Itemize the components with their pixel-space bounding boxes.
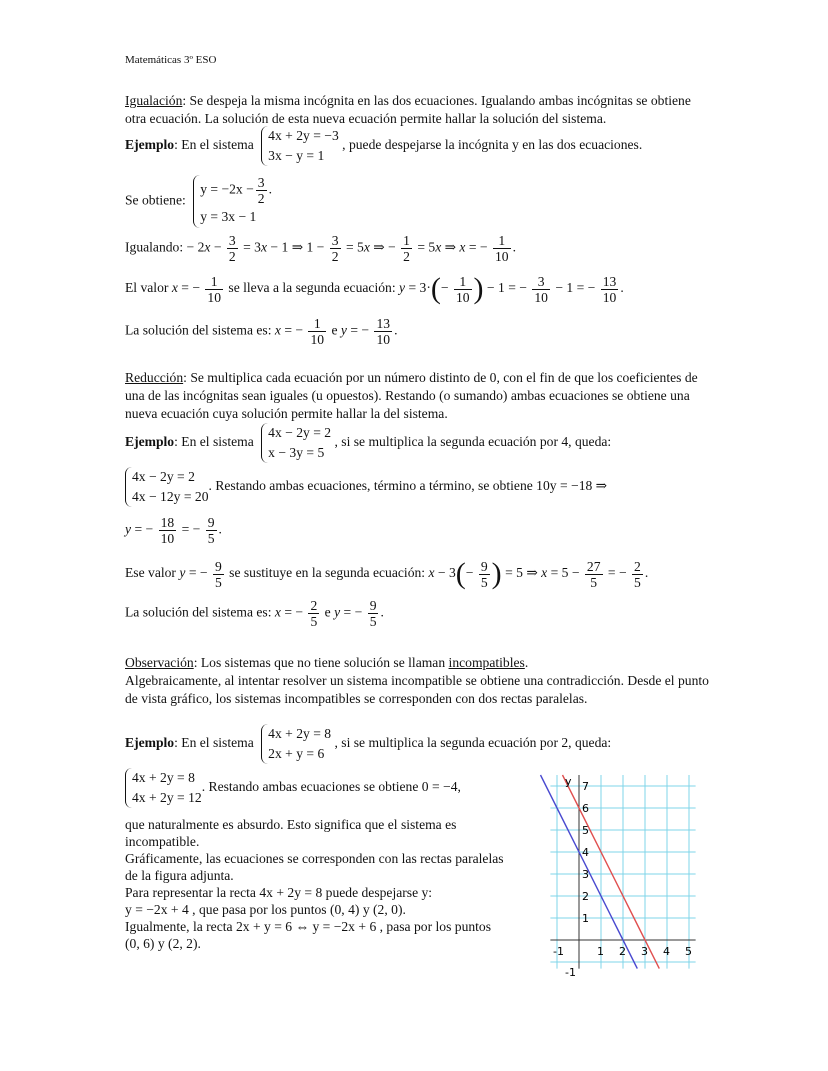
igualacion-intro: Igualación: Se despeja la misma incógnita en las dos ecuaciones. Igualando ambas incógnitas se obtiene otra ecuación. La solución de esta nueva ecuación permite hallar la solución del sistema. — [125, 93, 691, 126]
igualacion-se-obtiene: Se obtiene: y = −2x − $\frac{3}{2}$ . y = 3x − 1 — [125, 175, 272, 228]
y-tick-label: 7 — [582, 780, 589, 793]
system-brace: 4x + 2y = −3 3x − y = 1 — [261, 126, 339, 166]
observacion-nuevo-sistema: 4x + 2y = 8 4x + 2y = 12. Restando ambas ecuaciones se obtiene 0 = −4, — [125, 768, 461, 808]
y-tick-label: -1 — [565, 966, 576, 979]
x-tick-label: 1 — [597, 945, 604, 958]
igualacion-igualando: Igualando: − 2x − $\frac{3}{2}$ = 3x − 1 ⇒ 1 − $\frac{3}{2}$ = 5x ⇒ − $\frac{1}{2}$ = 5x ⇒ x = − $\frac{1}{10}$ . — [125, 233, 516, 264]
y-tick-label: 4 — [582, 846, 589, 859]
y-tick-label: 3 — [582, 868, 589, 881]
y-tick-label: 1 — [582, 912, 589, 925]
x-tick-label: 2 — [619, 945, 626, 958]
igualacion-title: Igualación — [125, 93, 183, 108]
observacion-text: Observación: Los sistemas que no tiene solución se llaman incompatibles. Algebraicamente, al intentar resolver un sistema incompatible se obtiene una contradicción. Desde el punto de vista gráfico, los sistemas incompatibles se corresponden con dos rectas paralelas. — [125, 655, 709, 706]
reduccion-title: Reducción — [125, 370, 184, 385]
igualacion-solucion: La solución del sistema es: x = − $\frac{1}{10}$ e y = − $\frac{13}{10}$ . — [125, 316, 398, 347]
y-tick-label: 2 — [582, 890, 589, 903]
reduccion-ese-valor: Ese valor y = − $\frac{9}{5}$ se sustituye en la segunda ecuación: x − 3(− $\frac{9}{5}$ ) = 5 ⇒ x = 5 − $\frac{27}{5}$ = − $\frac{2}{5}$ . — [125, 557, 649, 590]
x-tick-label: 4 — [663, 945, 670, 958]
observacion-title: Observación — [125, 655, 194, 670]
y-axis-label: y — [565, 775, 572, 788]
x-tick-label: 5 — [685, 945, 692, 958]
reduccion-solucion: La solución del sistema es: x = − $\frac{2}{5}$ e y = − $\frac{9}{5}$ . — [125, 598, 384, 629]
observacion-explicacion: que naturalmente es absurdo. Esto significa que el sistema es incompatible. Gráficamente, las ecuaciones se corresponden con las rectas paralelas de la figura adjunta. Para representar la recta 4x + 2y = 8 puede despejarse y: y = −2x + 4 , que pasa por los puntos (0, 4) y (2, 0). Igualmente, la recta 2x + y = 6 ⇔ y = −2x + 6 , pasa por los puntos (0, 6) y (2, 2). — [125, 817, 504, 951]
y-tick-label: 5 — [582, 824, 589, 837]
x-tick-label: -1 — [553, 945, 564, 958]
observacion-ejemplo: Ejemplo: En el sistema 4x + 2y = 8 2x + y = 6 , si se multiplica la segunda ecuación por 2, queda: — [125, 724, 611, 764]
reduccion-y-valor: y = − $\frac{18}{10}$ = − $\frac{9}{5}$ . — [125, 515, 222, 546]
reduccion-nuevo-sistema: 4x − 2y = 2 4x − 12y = 20. Restando ambas ecuaciones, término a término, se obtiene 10y = −18 ⇒ — [125, 467, 607, 507]
y-tick-label: 6 — [582, 802, 589, 815]
parallel-lines-graph — [533, 772, 713, 979]
igualacion-valor: El valor x = − $\frac{1}{10}$ se lleva a la segunda ecuación: y = 3·(− $\frac{1}{10}$ ) − 1 = − $\frac{3}{10}$ − 1 = − $\frac{13}{10}$ . — [125, 272, 624, 305]
reduccion-ejemplo: Ejemplo: En el sistema 4x − 2y = 2 x − 3y = 5 , si se multiplica la segunda ecuación por 4, queda: — [125, 423, 611, 463]
reduccion-intro: Reducción: Se multiplica cada ecuación por un número distinto de 0, con el fin de que los coeficientes de una de las incógnitas sean iguales (u opuestos). Restando (o sumando) ambas ecuaciones se obtiene una nueva ecuación cuya solución permite hallar la del sistema. — [125, 370, 698, 421]
page-header: Matemáticas 3º ESO — [125, 54, 217, 66]
x-tick-label: 3 — [641, 945, 648, 958]
igualacion-ejemplo: Ejemplo: En el sistema 4x + 2y = −3 3x − y = 1 , puede despejarse la incógnita y en las dos ecuaciones. — [125, 126, 642, 166]
